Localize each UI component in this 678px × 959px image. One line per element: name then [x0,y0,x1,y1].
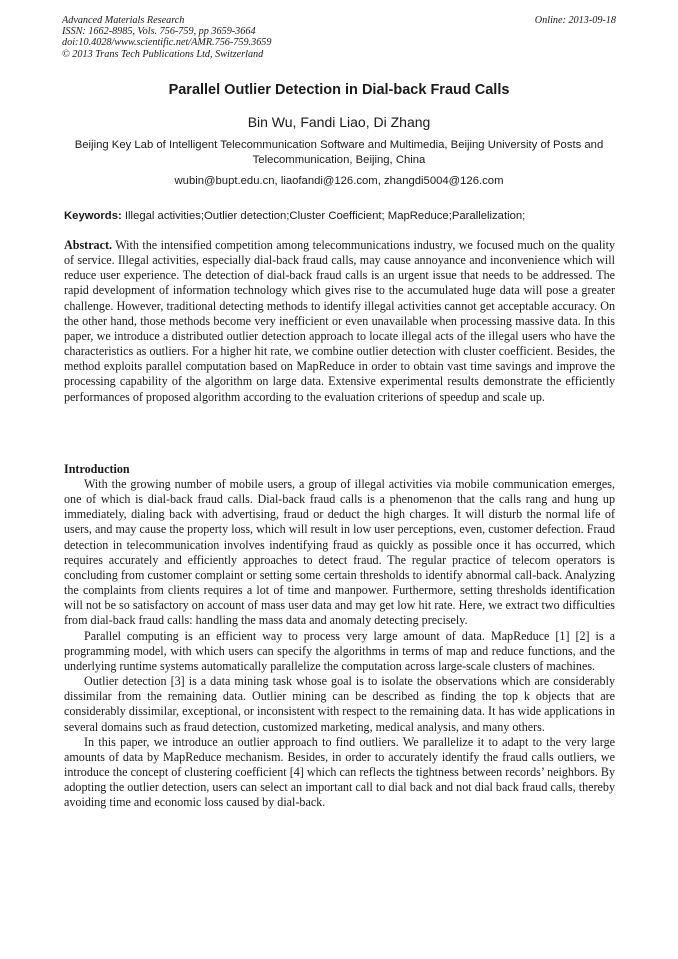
abstract-text: With the intensified competition among telecommunications industry, we focused much on the quality of service. Illegal activities, especially dial-back fraud calls, may cause annoyance and inconvenience which will reduce user experience. The detection of dial-back fraud calls is an urgent issue that needs to be addressed. The rapid development of information technology which gives rise to the accumulated huge data will pose a greater challenge. However, traditional detecting methods to identify illegal activities cannot get acceptable accuracy. On the other hand, those methods become very inefficient or even unavailable when processing massive data. In this paper, we introduce a distributed outlier detection approach to locate illegal acts of the illegal users who have the characteristics as outliers. For a higher hit rate, we combine outlier detection with cluster coefficient. Besides, the method exploits parallel computation based on MapReduce in order to obtain vast time savings and improve the processing capability of the algorithm on large data. Extensive experimental results demonstrate the efficiently performances of proposed algorithm according to the evaluation criterions of speedup and scale up. [64,238,615,404]
abstract [64,238,615,405]
paragraph: Parallel computing is an efficient way to process very large amount of data. MapReduce [1] [2] is a programming model, with which users can specify the algorithms in terms of map and reduce functions, and the underlying runtime systems automatically parallelize the computation across large-scale clusters of machines. [64,628,615,673]
introduction-body [64,477,615,810]
copyright-line: © 2013 Trans Tech Publications Ltd, Switzerland [62,48,264,60]
keywords [64,210,618,222]
online-date: Online: 2013-09-18 [534,15,616,26]
issn-line: ISSN: 1662-8985, Vols. 756-759, pp 3659-3664 [62,26,256,38]
abstract-label: Abstract. [64,238,113,252]
author-emails: wubin@bupt.edu.cn, liaofandi@126.com, zhangdi5004@126.com [174,175,504,187]
journal-name: Advanced Materials Research [62,15,185,26]
affiliation: Beijing Key Lab of Intelligent Telecommunication Software and Multimedia, Beijing University of Posts and Telecommunication, Beijing, China [74,139,604,166]
paper-title: Parallel Outlier Detection in Dial-back Fraud Calls [168,82,510,98]
paragraph: Outlier detection [3] is a data mining task whose goal is to isolate the observations which are considerably dissimilar from the remaining data. Outlier mining can be described as finding the top k objects that are considerably dissimilar, exceptional, or inconsistent with respect to the remaining data. It has wide applications in several domains such as fraud detection, customized marketing, medical analysis, and many others. [64,674,615,734]
paragraph: In this paper, we introduce an outlier approach to find outliers. We parallelize it to adapt to the very large amounts of data by MapReduce mechanism. Besides, in order to accurately identify the fraud calls outliers, we introduce the concept of clustering coefficient [4] which can reflects the tightness between records’ neighbors. By adopting the outlier detection, users can select an important call to dial back and not dial back fraud calls, thereby avoiding time and economic loss caused by dial-back. [64,734,615,810]
paragraph: With the growing number of mobile users, a group of illegal activities via mobile communication emerges, one of which is dial-back fraud calls. Dial-back fraud calls is a phenomenon that the calls rang and hung up immediately, dialing back with advertising, fraud or deduct the high charges. It will disturb the normal life of users, and may cause the property loss, which will result in low user perceptions, even, customer defection. Fraud detection in telecommunication involves indentifying fraud as quickly as possible once it has occurred, which requires accurately and efficiently approaches to detect fraud. The regular practice of telecom operators is concluding from customer complaint or setting some certain thresholds to identify abnormal call-back. Analyzing the complaints from clients requires a lot of time and manpower. Furthermore, setting thresholds identification will not be so satisfactory on account of mass user data and may get low hit rate. Here, we extract two difficulties from dial-back fraud calls: handling the mass data and anomaly detecting precisely. [64,477,615,628]
keywords-label: Keywords: [64,210,122,222]
journal-header [62,15,616,60]
keywords-text: Illegal activities;Outlier detection;Cluster Coefficient; MapReduce;Parallelization; [121,210,526,222]
introduction-heading: Introduction [64,462,130,476]
authors: Bin Wu, Fandi Liao, Di Zhang [247,114,431,130]
doi-line: doi:10.4028/www.scientific.net/AMR.756-759.3659 [62,37,272,49]
